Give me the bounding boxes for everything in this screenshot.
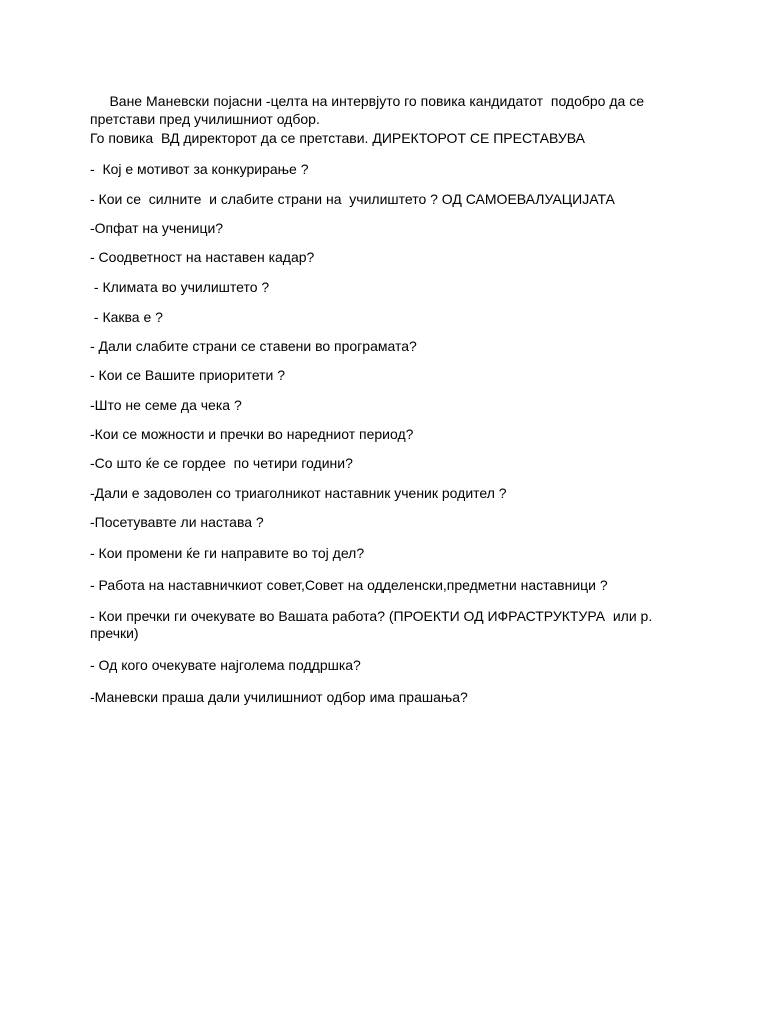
question-item: -Посетувавте ли настава ? — [90, 514, 264, 530]
question-item: -Со што ќе се гордее по четири години? — [90, 455, 353, 471]
question-item: - Дали слабите страни се ставени во програмата? — [90, 338, 417, 354]
question-item: - Кои промени ќе ги направите во тој дел? — [90, 545, 365, 561]
question-item: -Маневски праша дали училишниот одбор има прашања? — [90, 689, 468, 705]
question-item: - Кои се Вашите приоритети ? — [90, 367, 286, 383]
intro-line-2: претстави пред училишниот одбор. — [90, 111, 320, 127]
question-item: -Дали е задоволен со триаголникот наставник ученик родител ? — [90, 485, 507, 501]
question-item: -Што не семе да чека ? — [90, 397, 242, 413]
question-item: -Опфат на ученици? — [90, 220, 224, 236]
question-item: - Работа на наставничкиот совет,Совет на одделенски,предметни наставници ? — [90, 577, 608, 593]
question-item: - Климата во училиштето ? — [90, 279, 270, 295]
question-item: -Кои се можности и пречки во наредниот период? — [90, 426, 414, 442]
question-item: - Кои пречки ги очекувате во Вашата работа? (ПРОЕКТИ ОД ИФРАСТРУКТУРА или р. пречки) — [90, 608, 653, 641]
question-item: - Кој е мотивот за конкурирање ? — [90, 161, 309, 177]
question-item: - Од кого очекувате најголема поддршка? — [90, 657, 361, 673]
question-item: - Кои се силните и слабите страни на училиштето ? ОД САМОЕВАЛУАЦИЈАТА — [90, 191, 615, 207]
intro-line-1: Ване Маневски појасни -целта на интервјуто го повика кандидатот подобро да се — [90, 93, 644, 109]
question-item: - Каква е ? — [90, 309, 163, 325]
question-item: - Соодветност на наставен кадар? — [90, 249, 315, 265]
intro-line-3: Го повика ВД директорот да се претстави. ДИРЕКТОРОТ СЕ ПРЕСТАВУВА — [90, 130, 586, 146]
